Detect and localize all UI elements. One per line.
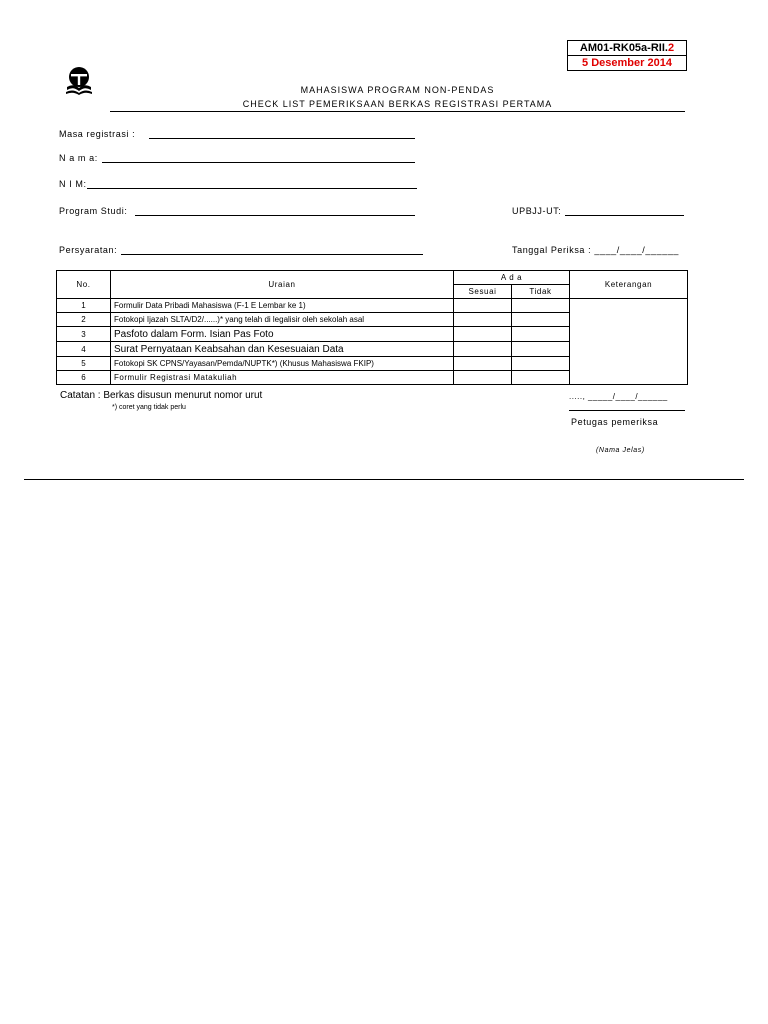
row-number: 2: [57, 313, 111, 327]
header-sesuai: Sesuai: [454, 285, 512, 299]
row-uraian: Formulir Registrasi Matakuliah: [111, 371, 454, 385]
tidak-checkbox[interactable]: [512, 327, 570, 342]
document-code-main: AM01-RK05a-RII.: [579, 42, 668, 54]
header-ada: A d a: [454, 271, 570, 285]
header-tidak: Tidak: [512, 285, 570, 299]
sesuai-checkbox[interactable]: [454, 371, 512, 385]
tanggal-periksa-text: Tanggal Periksa :: [512, 245, 592, 255]
nama-field[interactable]: [102, 162, 415, 163]
row-uraian: Pasfoto dalam Form. Isian Pas Foto: [111, 327, 454, 342]
page-bottom-rule: [24, 479, 744, 480]
row-number: 3: [57, 327, 111, 342]
tidak-checkbox[interactable]: [512, 299, 570, 313]
header-uraian: Uraian: [111, 271, 454, 299]
row-uraian: Formulir Data Pribadi Mahasiswa (F-1 E Lembar ke 1): [111, 299, 454, 313]
ut-logo-icon: [62, 64, 96, 98]
sesuai-checkbox[interactable]: [454, 342, 512, 357]
tanggal-periksa-label: [512, 245, 679, 255]
row-number: 4: [57, 342, 111, 357]
nim-label: N I M:: [59, 179, 87, 189]
row-number: 1: [57, 299, 111, 313]
tidak-checkbox[interactable]: [512, 342, 570, 357]
tidak-checkbox[interactable]: [512, 357, 570, 371]
table-row: [57, 299, 688, 313]
signature-line[interactable]: [569, 410, 685, 411]
masa-registrasi-label: Masa registrasi :: [59, 129, 136, 139]
tidak-checkbox[interactable]: [512, 371, 570, 385]
header-no: No.: [57, 271, 111, 299]
persyaratan-label: Persyaratan:: [59, 245, 118, 255]
signature-date-field[interactable]: ....., _____/____/______: [569, 392, 668, 401]
header-keterangan: Keterangan: [570, 271, 688, 299]
header-program: MAHASISWA PROGRAM NON-PENDAS: [300, 85, 495, 95]
nim-field[interactable]: [87, 188, 417, 189]
document-code-box: [567, 40, 687, 71]
nama-label: N a m a:: [59, 153, 98, 163]
program-studi-label: Program Studi:: [59, 206, 128, 216]
sesuai-checkbox[interactable]: [454, 357, 512, 371]
upbjj-field[interactable]: [565, 215, 684, 216]
row-uraian: Surat Pernyataan Keabsahan dan Kesesuaian Data: [111, 342, 454, 357]
header-underline: [110, 111, 685, 112]
upbjj-label: UPBJJ-UT:: [512, 206, 562, 216]
tidak-checkbox[interactable]: [512, 313, 570, 327]
sesuai-checkbox[interactable]: [454, 299, 512, 313]
tanggal-periksa-field[interactable]: ____/____/______: [594, 245, 680, 255]
coret-note: *) coret yang tidak perlu: [112, 404, 186, 411]
petugas-label: Petugas pemeriksa: [571, 417, 659, 427]
program-studi-field[interactable]: [135, 215, 415, 216]
row-uraian: Fotokopi Ijazah SLTA/D2/......)* yang telah di legalisir oleh sekolah asal: [111, 313, 454, 327]
row-number: 6: [57, 371, 111, 385]
header-title: CHECK LIST PEMERIKSAAN BERKAS REGISTRASI PERTAMA: [242, 99, 553, 109]
masa-registrasi-field[interactable]: [149, 138, 415, 139]
document-code-revision: 2: [667, 42, 675, 54]
sesuai-checkbox[interactable]: [454, 313, 512, 327]
persyaratan-field[interactable]: [121, 254, 423, 255]
checklist-table: [56, 270, 688, 385]
catatan-note: Catatan : Berkas disusun menurut nomor urut: [60, 390, 263, 401]
row-uraian: Fotokopi SK CPNS/Yayasan/Pemda/NUPTK*) (Khusus Mahasiswa FKIP): [111, 357, 454, 371]
nama-jelas-hint: (Nama Jelas): [596, 447, 645, 454]
document-date: 5 Desember 2014: [582, 57, 672, 69]
keterangan-cell[interactable]: [570, 299, 688, 385]
document-code: [568, 41, 686, 56]
row-number: 5: [57, 357, 111, 371]
sesuai-checkbox[interactable]: [454, 327, 512, 342]
